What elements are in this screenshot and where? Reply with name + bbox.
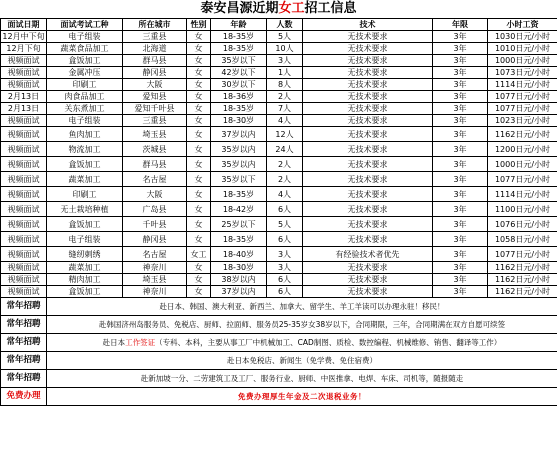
- cell-wage: 1076日元/小时: [488, 217, 557, 232]
- cell-job: 盒饭加工: [47, 286, 123, 298]
- cell-city: 千叶县: [123, 217, 187, 232]
- table-row: [1, 127, 557, 142]
- cell-skill: 无技术要求: [303, 172, 433, 187]
- cell-date: 视频面试: [1, 67, 47, 79]
- cell-wage: 1162日元/小时: [488, 286, 557, 298]
- cell-skill: 无技术要求: [303, 217, 433, 232]
- cell-years: 3年: [433, 103, 488, 115]
- cell-age: 42岁以下: [211, 67, 267, 79]
- cell-years: 3年: [433, 67, 488, 79]
- cell-years: 3年: [433, 262, 488, 274]
- cell-job: 电子组装: [47, 232, 123, 247]
- cell-gender: 女: [187, 262, 211, 274]
- jobs-body: [1, 31, 557, 406]
- cell-age: 35岁以下: [211, 172, 267, 187]
- cell-skill: 无技术要求: [303, 232, 433, 247]
- cell-wage: 1162日元/小时: [488, 127, 557, 142]
- cell-count: 8人: [267, 79, 303, 91]
- table-row: [1, 286, 557, 298]
- cell-date: 视频面试: [1, 172, 47, 187]
- cell-job: 盒饭加工: [47, 157, 123, 172]
- cell-gender: 女: [187, 217, 211, 232]
- cell-date: 视频面试: [1, 157, 47, 172]
- cell-age: 18-30岁: [211, 262, 267, 274]
- title-prefix: 泰安昌源近期: [200, 1, 279, 16]
- cell-date: 视频面试: [1, 115, 47, 127]
- cell-count: 7人: [267, 103, 303, 115]
- cell-count: 3人: [267, 247, 303, 262]
- cell-wage: 1077日元/小时: [488, 91, 557, 103]
- cell-years: 3年: [433, 232, 488, 247]
- footer-text-pre: 赴日本: [102, 338, 126, 347]
- cell-years: 3年: [433, 202, 488, 217]
- table-header-row: [1, 19, 557, 31]
- header-gender: 性别: [187, 19, 211, 31]
- cell-job: 印刷工: [47, 187, 123, 202]
- header-years: 年限: [433, 19, 488, 31]
- cell-age: 35岁以内: [211, 142, 267, 157]
- cell-wage: 1114日元/小时: [488, 79, 557, 91]
- cell-skill: 无技术要求: [303, 157, 433, 172]
- cell-gender: 女: [187, 55, 211, 67]
- header-count: 人数: [267, 19, 303, 31]
- cell-years: 3年: [433, 142, 488, 157]
- cell-skill: 无技术要求: [303, 127, 433, 142]
- footer-text: 赴韩国济州岛服务员、免税店、厨师、拉面师、服务员25-35岁女38岁以下，合同期限，三年，合同期满在双方自愿可续签: [47, 316, 557, 334]
- cell-job: 无土栽培种植: [47, 202, 123, 217]
- cell-job: 肉食品加工: [47, 91, 123, 103]
- cell-job: 盒饭加工: [47, 55, 123, 67]
- cell-date: 视频面试: [1, 247, 47, 262]
- header-skill: 技术: [303, 19, 433, 31]
- footer-text: 赴新加坡一分、二劳建筑工及工厂、服务行业、厨师、中医推拿、电焊、车床、司机等，随报随走: [47, 370, 557, 388]
- table-row: [1, 142, 557, 157]
- cell-gender: 女: [187, 202, 211, 217]
- table-row: [1, 202, 557, 217]
- cell-count: 24人: [267, 142, 303, 157]
- cell-skill: 无技术要求: [303, 187, 433, 202]
- footer-label: 常年招聘: [1, 334, 47, 352]
- cell-city: 大阪: [123, 79, 187, 91]
- cell-count: 2人: [267, 157, 303, 172]
- cell-date: 视频面试: [1, 142, 47, 157]
- cell-city: 茨城县: [123, 142, 187, 157]
- cell-wage: 1114日元/小时: [488, 187, 557, 202]
- footer-label: 常年招聘: [1, 352, 47, 370]
- cell-years: 3年: [433, 115, 488, 127]
- cell-age: 18-35岁: [211, 232, 267, 247]
- cell-skill: 无技术要求: [303, 262, 433, 274]
- footer-row: [1, 370, 557, 388]
- cell-wage: 1077日元/小时: [488, 247, 557, 262]
- cell-job: 金属冲压: [47, 67, 123, 79]
- cell-age: 18-40岁: [211, 247, 267, 262]
- cell-city: 静冈县: [123, 232, 187, 247]
- cell-date: 2月13日: [1, 103, 47, 115]
- cell-count: 4人: [267, 115, 303, 127]
- table-row: [1, 232, 557, 247]
- footer-row: [1, 316, 557, 334]
- cell-skill: 无技术要求: [303, 115, 433, 127]
- table-row: [1, 67, 557, 79]
- cell-city: 埼玉县: [123, 127, 187, 142]
- cell-wage: 1073日元/小时: [488, 67, 557, 79]
- cell-job: 精肉加工: [47, 274, 123, 286]
- cell-skill: 无技术要求: [303, 202, 433, 217]
- cell-count: 2人: [267, 91, 303, 103]
- cell-years: 3年: [433, 286, 488, 298]
- cell-job: 盒饭加工: [47, 217, 123, 232]
- cell-city: 群马县: [123, 157, 187, 172]
- footer-label: 常年招聘: [1, 298, 47, 316]
- cell-years: 3年: [433, 187, 488, 202]
- cell-skill: 无技术要求: [303, 286, 433, 298]
- cell-count: 6人: [267, 286, 303, 298]
- footer-row: [1, 334, 557, 352]
- cell-age: 18-35岁: [211, 187, 267, 202]
- cell-job: 电子组装: [47, 31, 123, 43]
- cell-count: 10人: [267, 43, 303, 55]
- cell-age: 18-42岁: [211, 202, 267, 217]
- cell-wage: 1077日元/小时: [488, 103, 557, 115]
- cell-count: 6人: [267, 232, 303, 247]
- cell-years: 3年: [433, 157, 488, 172]
- header-wage: 小时工资: [488, 19, 557, 31]
- cell-years: 3年: [433, 31, 488, 43]
- header-date: 面试日期: [1, 19, 47, 31]
- cell-job: 蔬菜加工: [47, 262, 123, 274]
- cell-city: 名古屋: [123, 247, 187, 262]
- footer-label: 常年招聘: [1, 370, 47, 388]
- cell-gender: 女: [187, 79, 211, 91]
- cell-city: 神奈川: [123, 286, 187, 298]
- footer-label: 常年招聘: [1, 316, 47, 334]
- footer-row: [1, 388, 557, 406]
- cell-date: 视频面试: [1, 217, 47, 232]
- footer-label: 免费办理: [1, 388, 47, 406]
- cell-gender: 女: [187, 286, 211, 298]
- table-row: [1, 274, 557, 286]
- cell-count: 1人: [267, 67, 303, 79]
- cell-city: 北海道: [123, 43, 187, 55]
- cell-job: 印刷工: [47, 79, 123, 91]
- cell-date: 视频面试: [1, 55, 47, 67]
- cell-job: 物流加工: [47, 142, 123, 157]
- cell-wage: 1200日元/小时: [488, 142, 557, 157]
- cell-years: 3年: [433, 217, 488, 232]
- cell-job: 鱼肉加工: [47, 127, 123, 142]
- cell-job: 蔬菜食品加工: [47, 43, 123, 55]
- cell-job: 缝纫刺绣: [47, 247, 123, 262]
- cell-count: 12人: [267, 127, 303, 142]
- table-row: [1, 103, 557, 115]
- cell-wage: 1030日元/小时: [488, 31, 557, 43]
- cell-date: 视频面试: [1, 187, 47, 202]
- cell-years: 3年: [433, 91, 488, 103]
- cell-date: 视频面试: [1, 274, 47, 286]
- title-suffix: 招工信息: [304, 1, 357, 16]
- cell-count: 3人: [267, 55, 303, 67]
- cell-wage: 1000日元/小时: [488, 55, 557, 67]
- cell-count: 3人: [267, 262, 303, 274]
- cell-job: 蔬菜加工: [47, 172, 123, 187]
- cell-skill: 无技术要求: [303, 55, 433, 67]
- cell-gender: 女: [187, 103, 211, 115]
- cell-count: 5人: [267, 217, 303, 232]
- table-row: [1, 79, 557, 91]
- cell-gender: 女: [187, 157, 211, 172]
- cell-date: 视频面试: [1, 262, 47, 274]
- footer-text: 赴日本免税店、新闻生（免学费、免住宿费）: [47, 352, 557, 370]
- cell-city: 爱知千叶县: [123, 103, 187, 115]
- cell-count: 5人: [267, 31, 303, 43]
- cell-age: 35岁以内: [211, 157, 267, 172]
- cell-count: 2人: [267, 172, 303, 187]
- cell-job: 关东煮加工: [47, 103, 123, 115]
- cell-gender: 女: [187, 67, 211, 79]
- table-row: [1, 55, 557, 67]
- cell-date: 12月下旬: [1, 43, 47, 55]
- cell-wage: 1162日元/小时: [488, 262, 557, 274]
- cell-age: 18-36岁: [211, 91, 267, 103]
- cell-job: 电子组装: [47, 115, 123, 127]
- cell-age: 37岁以内: [211, 286, 267, 298]
- footer-text: [47, 334, 557, 352]
- cell-gender: 女: [187, 187, 211, 202]
- cell-age: 25岁以下: [211, 217, 267, 232]
- cell-city: 群马县: [123, 55, 187, 67]
- cell-gender: 女: [187, 31, 211, 43]
- table-row: [1, 157, 557, 172]
- cell-gender: 女: [187, 91, 211, 103]
- cell-years: 3年: [433, 172, 488, 187]
- cell-wage: 1058日元/小时: [488, 232, 557, 247]
- cell-age: 38岁以内: [211, 274, 267, 286]
- cell-skill: 有经验技术者优先: [303, 247, 433, 262]
- table-row: [1, 43, 557, 55]
- cell-skill: 无技术要求: [303, 67, 433, 79]
- cell-gender: 女: [187, 274, 211, 286]
- cell-age: 35岁以下: [211, 55, 267, 67]
- cell-city: 静冈县: [123, 67, 187, 79]
- cell-skill: 无技术要求: [303, 103, 433, 115]
- cell-skill: 无技术要求: [303, 91, 433, 103]
- cell-gender: 女: [187, 43, 211, 55]
- cell-date: 视频面试: [1, 127, 47, 142]
- cell-age: 30岁以下: [211, 79, 267, 91]
- page-title: [0, 0, 557, 18]
- cell-age: 18-30岁: [211, 115, 267, 127]
- cell-gender: 女: [187, 232, 211, 247]
- cell-city: 神奈川: [123, 262, 187, 274]
- cell-wage: 1023日元/小时: [488, 115, 557, 127]
- cell-count: 4人: [267, 187, 303, 202]
- cell-date: 视频面试: [1, 286, 47, 298]
- cell-skill: 无技术要求: [303, 31, 433, 43]
- cell-wage: 1077日元/小时: [488, 172, 557, 187]
- cell-date: 12月中下旬: [2, 32, 45, 41]
- cell-gender: 女: [187, 127, 211, 142]
- cell-years: 3年: [433, 55, 488, 67]
- cell-city: 爱知县: [123, 91, 187, 103]
- cell-gender: 女工: [187, 247, 211, 262]
- cell-age: 18-35岁: [211, 31, 267, 43]
- cell-wage: 1010日元/小时: [488, 43, 557, 55]
- cell-years: 3年: [433, 43, 488, 55]
- footer-row: [1, 352, 557, 370]
- jobs-table: [0, 18, 557, 406]
- cell-count: 6人: [267, 202, 303, 217]
- footer-row: [1, 298, 557, 316]
- cell-wage: 1100日元/小时: [488, 202, 557, 217]
- cell-city: 三重县: [123, 115, 187, 127]
- title-highlight: 女工: [278, 1, 305, 16]
- table-row: [1, 172, 557, 187]
- footer-text: 赴日本、韩国、澳大利亚、新西兰、加拿大、留学生、羊工羊读可以办理永驻！移民！: [47, 298, 557, 316]
- footer-text: 免费办理厚生年金及二次退税业务！: [47, 388, 557, 406]
- cell-gender: 女: [187, 142, 211, 157]
- header-city: 所在城市: [123, 19, 187, 31]
- cell-city: 埼玉县: [123, 274, 187, 286]
- table-row: [1, 91, 557, 103]
- cell-years: 3年: [433, 127, 488, 142]
- cell-city: 大阪: [123, 187, 187, 202]
- table-row: [1, 187, 557, 202]
- cell-skill: 无技术要求: [303, 43, 433, 55]
- cell-date: 视频面试: [1, 79, 47, 91]
- cell-years: 3年: [433, 79, 488, 91]
- table-row: [1, 217, 557, 232]
- cell-skill: 无技术要求: [303, 274, 433, 286]
- cell-city: 名古屋: [123, 172, 187, 187]
- cell-date: 2月13日: [1, 91, 47, 103]
- cell-wage: 1162日元/小时: [488, 274, 557, 286]
- header-job: 面试考试工种: [47, 19, 123, 31]
- cell-wage: 1000日元/小时: [488, 157, 557, 172]
- cell-city: 广岛县: [123, 202, 187, 217]
- cell-date: 视频面试: [1, 232, 47, 247]
- table-row: [1, 247, 557, 262]
- footer-text-highlight: 工作签证: [125, 338, 156, 347]
- cell-city: 三重县: [123, 31, 187, 43]
- cell-date: 视频面试: [1, 202, 47, 217]
- cell-skill: 无技术要求: [303, 142, 433, 157]
- cell-age: 37岁以内: [211, 127, 267, 142]
- table-row: [1, 31, 557, 43]
- cell-years: 3年: [433, 247, 488, 262]
- table-row: [1, 262, 557, 274]
- table-row: [1, 115, 557, 127]
- cell-gender: 女: [187, 172, 211, 187]
- cell-skill: 无技术要求: [303, 79, 433, 91]
- footer-text-post: （专科、本科，主要从事工厂中机械加工、CAD制图、质检、数控编程、机械维修、销售、翻译等工作）: [155, 338, 502, 347]
- cell-count: 6人: [267, 274, 303, 286]
- cell-age: 18-35岁: [211, 103, 267, 115]
- cell-gender: 女: [187, 115, 211, 127]
- header-age: 年龄: [211, 19, 267, 31]
- cell-age: 18-35岁: [211, 43, 267, 55]
- cell-years: 3年: [433, 274, 488, 286]
